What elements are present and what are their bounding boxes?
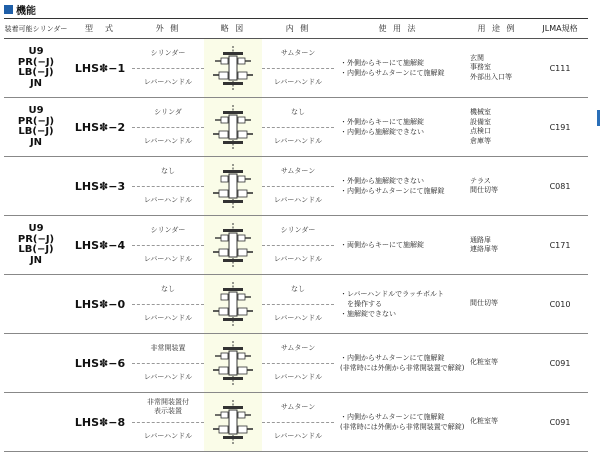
lock-diagram-icon	[211, 162, 255, 210]
outer-bottom-label: レバーハンドル	[143, 255, 193, 264]
header-diagram: 略 図	[204, 19, 262, 39]
jlma-cell: C010	[532, 275, 588, 334]
usage-line: ・内側からサムターンにて施解錠	[340, 354, 445, 362]
table-row	[4, 393, 588, 452]
inner-top-label: シリンダー	[262, 216, 334, 246]
application-line: テラス	[470, 176, 491, 185]
diagram-cell	[204, 334, 262, 393]
cylinder-type: PR(−J)	[17, 56, 55, 68]
cylinder-type: JN	[29, 77, 43, 89]
inner-cell	[262, 275, 334, 334]
inner-cell	[262, 98, 334, 157]
outer-top-label: なし	[132, 157, 204, 187]
outer-cell	[132, 216, 204, 275]
usage-line: (非常時には外側から非常開装置で解錠)	[340, 364, 465, 372]
model-cell: LHS✽−6	[68, 334, 132, 393]
application-line: 玄関	[470, 53, 484, 62]
inner-bottom-label: レバーハンドル	[273, 196, 323, 205]
cylinder-cell	[4, 334, 68, 393]
usage-cell	[334, 334, 465, 393]
lock-diagram-icon	[211, 398, 255, 446]
cylinder-type: LB(−J)	[18, 126, 54, 137]
model-cell: LHS✽−2	[68, 98, 132, 157]
outer-top-label: 非常開装置	[132, 334, 204, 364]
table-header-row	[4, 19, 588, 39]
application-line: 間仕切等	[470, 299, 498, 308]
usage-line: ・内側からサムターンにて施解錠	[340, 69, 445, 77]
outer-cell	[132, 275, 204, 334]
model-cell: LHS✽−4	[68, 216, 132, 275]
header-cylinder: 装着可能シリンダー	[4, 19, 68, 39]
cylinder-cell	[4, 39, 68, 98]
outer-cell	[132, 393, 204, 452]
application-line: 外部出入口等	[470, 72, 512, 81]
application-line: 設備室	[470, 117, 491, 126]
usage-cell	[334, 98, 462, 157]
header-jlma: JLMA規格	[532, 19, 588, 39]
application-line: 倉庫等	[470, 136, 491, 145]
cylinder-type: PR(−J)	[17, 115, 55, 127]
cylinder-cell	[4, 157, 68, 216]
application-cell	[462, 393, 532, 452]
inner-bottom-label: レバーハンドル	[273, 373, 323, 382]
cylinder-type: LB(−J)	[18, 67, 54, 78]
table-row	[4, 334, 588, 393]
model-cell: LHS✽−3	[68, 157, 132, 216]
model-cell: LHS✽−1	[68, 39, 132, 98]
outer-bottom-label: レバーハンドル	[143, 314, 193, 323]
usage-line: ・内側からサムターンにて施解錠	[340, 413, 445, 421]
cylinder-cell	[4, 275, 68, 334]
usage-line: を操作する	[340, 300, 382, 308]
outer-bottom-label: レバーハンドル	[143, 432, 193, 441]
outer-bottom-label: レバーハンドル	[143, 196, 193, 205]
jlma-cell: C171	[532, 216, 588, 275]
inner-cell	[262, 334, 334, 393]
diagram-cell	[204, 216, 262, 275]
header-outer: 外 側	[132, 19, 204, 39]
inner-bottom-label: レバーハンドル	[273, 137, 323, 146]
diagram-cell	[204, 39, 262, 98]
application-cell	[462, 39, 532, 98]
usage-line: ・両側からキーにて施解錠	[340, 241, 424, 249]
cylinder-type: PR(−J)	[17, 233, 55, 245]
header-application: 用 途 例	[462, 19, 532, 39]
header-inner: 内 側	[262, 19, 334, 39]
application-line: 化粧室等	[470, 417, 498, 426]
usage-line: ・外側からキーにて施解錠	[340, 118, 424, 126]
inner-bottom-label: レバーハンドル	[273, 255, 323, 264]
outer-top-label: なし	[132, 275, 204, 305]
table-row	[4, 216, 588, 275]
table-row	[4, 157, 588, 216]
application-line: 通路扉	[470, 235, 491, 244]
application-cell	[462, 334, 532, 393]
lock-diagram-icon	[211, 339, 255, 387]
inner-bottom-label: レバーハンドル	[273, 432, 323, 441]
lock-diagram-icon	[211, 44, 255, 92]
table-row	[4, 98, 588, 157]
outer-top-label: シリンダー	[132, 39, 204, 69]
header-usage: 使 用 法	[334, 19, 462, 39]
outer-top-label: シリンダー	[132, 216, 204, 246]
jlma-cell: C111	[532, 39, 588, 98]
cylinder-cell	[4, 393, 68, 452]
header-model: 型 式	[68, 19, 132, 39]
lock-diagram-icon	[211, 221, 255, 269]
application-cell	[462, 275, 532, 334]
section-title: 機能	[4, 2, 36, 16]
outer-top-label: シリンダ	[132, 98, 204, 128]
usage-cell	[334, 216, 462, 275]
cylinder-type: JN	[29, 254, 43, 266]
inner-top-label: サムターン	[262, 334, 334, 364]
lock-diagram-icon	[211, 280, 255, 328]
inner-top-label: サムターン	[262, 393, 334, 423]
cylinder-type: U9	[28, 46, 44, 57]
function-table	[4, 18, 588, 452]
cylinder-type: U9	[28, 105, 44, 116]
usage-line: ・レバーハンドルでラッチボルト	[340, 290, 445, 298]
usage-cell	[334, 157, 462, 216]
usage-cell	[334, 275, 462, 334]
diagram-cell	[204, 98, 262, 157]
application-line: 間仕切等	[470, 186, 498, 194]
inner-top-label: なし	[262, 275, 334, 305]
cylinder-type: JN	[29, 136, 43, 148]
inner-cell	[262, 216, 334, 275]
cylinder-type: LB(−J)	[18, 244, 54, 255]
usage-line: (非常時には外側から非常開装置で解錠)	[340, 423, 465, 431]
jlma-cell: C191	[532, 98, 588, 157]
application-line: 点検口	[470, 127, 491, 135]
diagram-cell	[204, 157, 262, 216]
diagram-cell	[204, 393, 262, 452]
usage-line: ・外側からキーにて施解錠	[340, 59, 424, 67]
inner-cell	[262, 157, 334, 216]
jlma-cell: C091	[532, 393, 588, 452]
cylinder-cell	[4, 216, 68, 275]
usage-line: ・内側から施解錠できない	[340, 128, 424, 136]
inner-top-label: なし	[262, 98, 334, 128]
outer-top-label: 非常開装置付 表示装置	[132, 393, 204, 423]
inner-bottom-label: レバーハンドル	[273, 78, 323, 87]
model-cell: LHS✽−0	[68, 275, 132, 334]
application-line: 事務室	[470, 63, 491, 72]
lock-diagram-icon	[211, 103, 255, 151]
outer-cell	[132, 98, 204, 157]
table-row	[4, 39, 588, 98]
application-line: 化粧室等	[470, 358, 498, 367]
application-cell	[462, 157, 532, 216]
outer-cell	[132, 39, 204, 98]
usage-line: ・内側からサムターンにて施解錠	[340, 187, 445, 195]
section-square-icon	[4, 5, 13, 14]
outer-bottom-label: レバーハンドル	[143, 373, 193, 382]
application-cell	[462, 98, 532, 157]
inner-cell	[262, 393, 334, 452]
outer-bottom-label: レバーハンドル	[143, 78, 193, 87]
application-cell	[462, 216, 532, 275]
outer-cell	[132, 157, 204, 216]
jlma-cell: C081	[532, 157, 588, 216]
usage-cell	[334, 393, 465, 452]
table-row	[4, 275, 588, 334]
jlma-cell: C091	[532, 334, 588, 393]
diagram-cell	[204, 275, 262, 334]
inner-bottom-label: レバーハンドル	[273, 314, 323, 323]
cylinder-cell	[4, 98, 68, 157]
usage-cell	[334, 39, 462, 98]
application-line: 機械室	[470, 108, 491, 116]
usage-line: ・施解錠できない	[340, 310, 396, 318]
inner-top-label: サムターン	[262, 39, 334, 69]
outer-bottom-label: レバーハンドル	[143, 137, 193, 146]
cylinder-type: U9	[28, 223, 44, 234]
usage-line: ・外側から施解錠できない	[340, 177, 424, 185]
inner-cell	[262, 39, 334, 98]
model-cell: LHS✽−8	[68, 393, 132, 452]
inner-top-label: サムターン	[262, 157, 334, 187]
application-line: 連絡扉等	[470, 245, 498, 253]
outer-cell	[132, 334, 204, 393]
